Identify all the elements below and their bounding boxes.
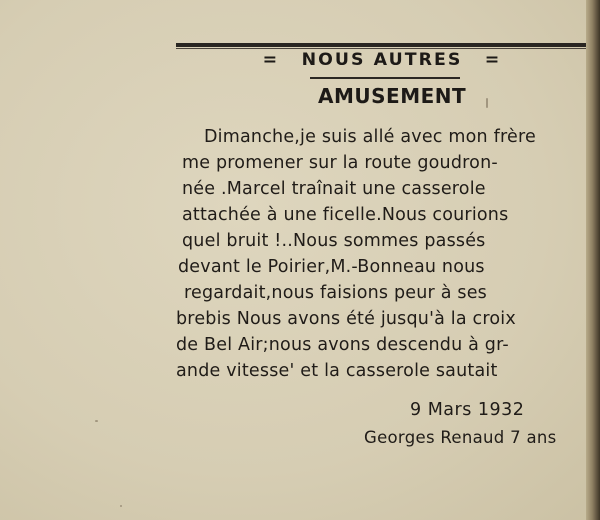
paper-speck — [95, 420, 98, 422]
body-line-8: brebis Nous avons été jusqu'à la croix — [176, 309, 516, 329]
body-line-9: de Bel Air;nous avons descendu à gr- — [176, 335, 509, 355]
body-line-10: ande vitesse' et la casserole sautait — [176, 361, 498, 381]
body-line-1: Dimanche,je suis allé avec mon frère — [204, 127, 536, 147]
masthead-top-rule — [176, 43, 588, 47]
paper-speck — [120, 505, 122, 507]
body-line-7: regardait,nous faisions peur à ses — [184, 283, 488, 303]
article-title: AMUSEMENT — [318, 84, 467, 108]
body-line-6: devant le Poirier,M.-Bonneau nous — [178, 257, 485, 277]
masthead-title: NOUS AUTRES — [301, 50, 463, 70]
masthead-right-deco: = — [484, 50, 502, 70]
article-body — [170, 124, 590, 384]
article-date: 9 Mars 1932 — [410, 400, 525, 420]
title-rule — [310, 77, 460, 79]
book-spine-edge — [586, 0, 600, 520]
masthead-top-rule-thin — [176, 48, 588, 49]
article-author: Georges Renaud 7 ans — [364, 428, 557, 447]
body-line-4: attachée à une ficelle.Nous courions — [182, 205, 509, 225]
paper-speck — [486, 98, 488, 108]
body-line-5: quel bruit !..Nous sommes passés — [182, 231, 486, 251]
body-line-3: née .Marcel traînait une casserole — [182, 179, 486, 199]
body-line-2: me promener sur la route goudron- — [182, 153, 498, 173]
masthead-left-deco: = — [262, 50, 280, 70]
masthead — [172, 50, 592, 74]
